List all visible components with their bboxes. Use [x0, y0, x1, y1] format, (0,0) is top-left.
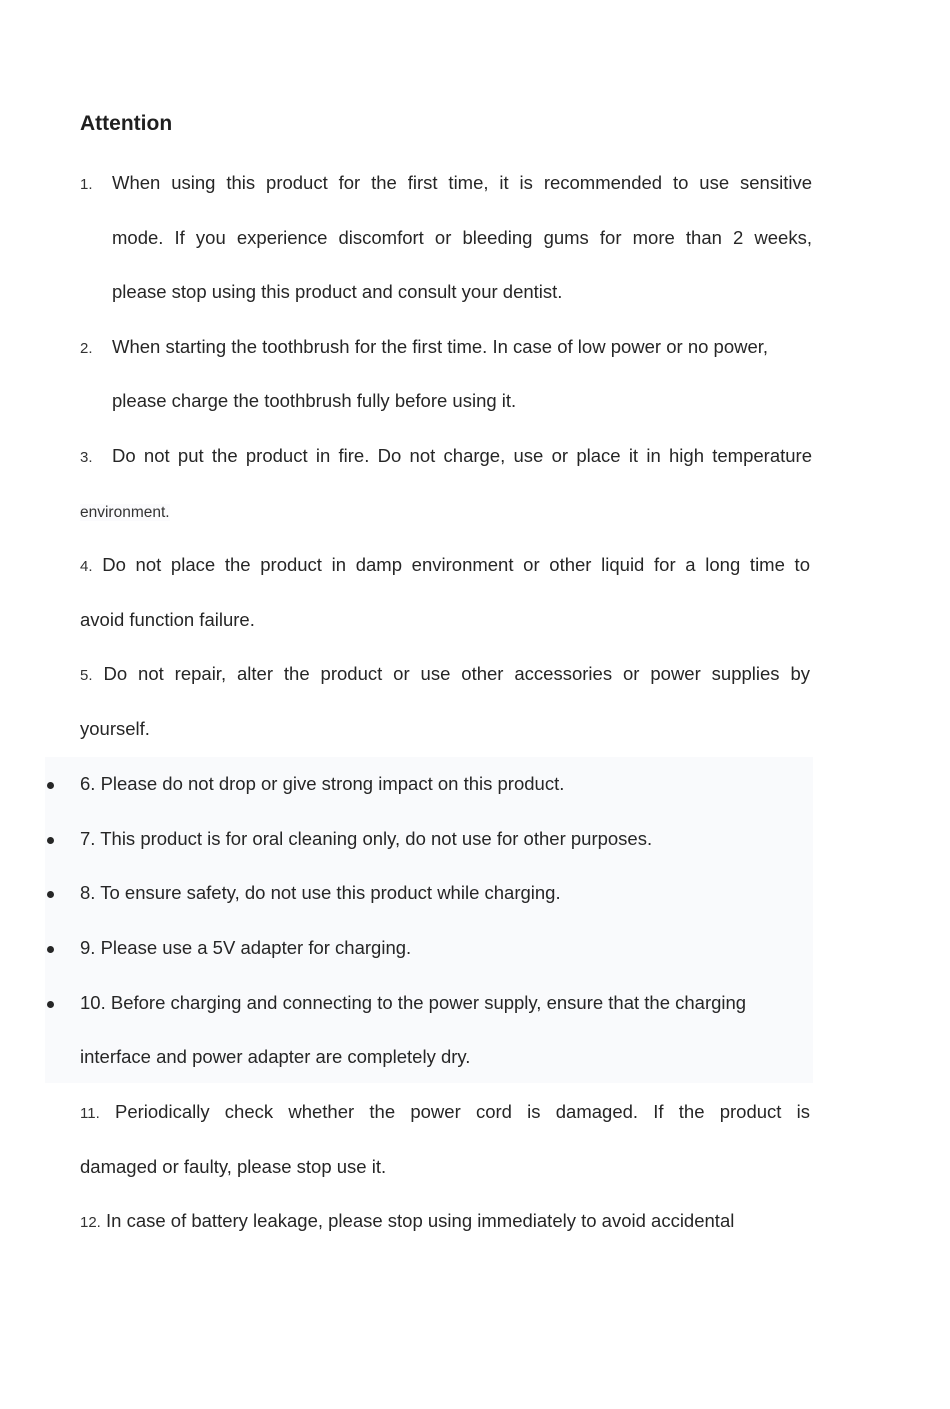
item-2-line-2: please charge the toothbrush fully before using it. — [112, 390, 517, 411]
item-11-line-1 — [80, 1095, 810, 1129]
bullet-icon — [47, 1001, 54, 1008]
item-12-line-1-text: In case of battery leakage, please stop using immediately to avoid accidental — [106, 1210, 735, 1231]
item-11-line-2: damaged or faulty, please stop use it. — [80, 1156, 387, 1177]
item-7-line-1: 7. This product is for oral cleaning only, do not use for other purposes. — [80, 828, 653, 849]
item-4-line-2: avoid function failure. — [80, 609, 255, 630]
item-12-number: 12. — [80, 1214, 101, 1231]
item-3-line-1: Do not put the product in fire. Do not charge, use or place it in high temperature — [112, 445, 812, 466]
bulleted-block-background — [45, 757, 813, 1083]
item-3-line-2-wrap — [80, 494, 200, 528]
item-5-line-1 — [80, 657, 810, 691]
item-11-number: 11. — [80, 1105, 100, 1122]
page-title: Attention — [80, 112, 173, 135]
bullet-icon — [47, 891, 54, 898]
item-8-line-1: 8. To ensure safety, do not use this product while charging. — [80, 882, 561, 903]
bullet-icon — [47, 837, 54, 844]
bullet-icon — [47, 946, 54, 953]
item-12-line-1 — [80, 1204, 810, 1238]
item-1-line-3: please stop using this product and consult your dentist. — [112, 281, 563, 302]
item-6-line-1: 6. Please do not drop or give strong impact on this product. — [80, 773, 565, 794]
item-5-number: 5. — [80, 667, 93, 684]
item-2-number: 2. — [80, 340, 93, 357]
item-3-number: 3. — [80, 449, 93, 466]
bullet-icon — [47, 782, 54, 789]
item-3-line-2: environment. — [80, 504, 170, 521]
item-1-line-2: mode. If you experience discomfort or bleeding gums for more than 2 weeks, — [112, 227, 812, 248]
item-5-line-2: yourself. — [80, 718, 150, 739]
item-10-line-2: interface and power adapter are completely dry. — [80, 1046, 471, 1067]
item-11-line-1-text: Periodically check whether the power cord is damaged. If the product is — [114, 1101, 810, 1122]
item-10-line-1: 10. Before charging and connecting to the power supply, ensure that the charging — [80, 992, 747, 1013]
item-4-line-1-text: Do not place the product in damp environment or other liquid for a long time to — [102, 554, 810, 575]
item-4-number: 4. — [80, 558, 93, 575]
item-9-line-1: 9. Please use a 5V adapter for charging. — [80, 937, 412, 958]
item-2-line-1: When starting the toothbrush for the first time. In case of low power or no power, — [112, 336, 769, 357]
item-1-line-1: When using this product for the first time, it is recommended to use sensitive — [112, 172, 812, 193]
item-4-line-1 — [80, 548, 810, 582]
item-1-number: 1. — [80, 176, 93, 193]
item-5-line-1-text: Do not repair, alter the product or use other accessories or power supplies by — [103, 663, 810, 684]
